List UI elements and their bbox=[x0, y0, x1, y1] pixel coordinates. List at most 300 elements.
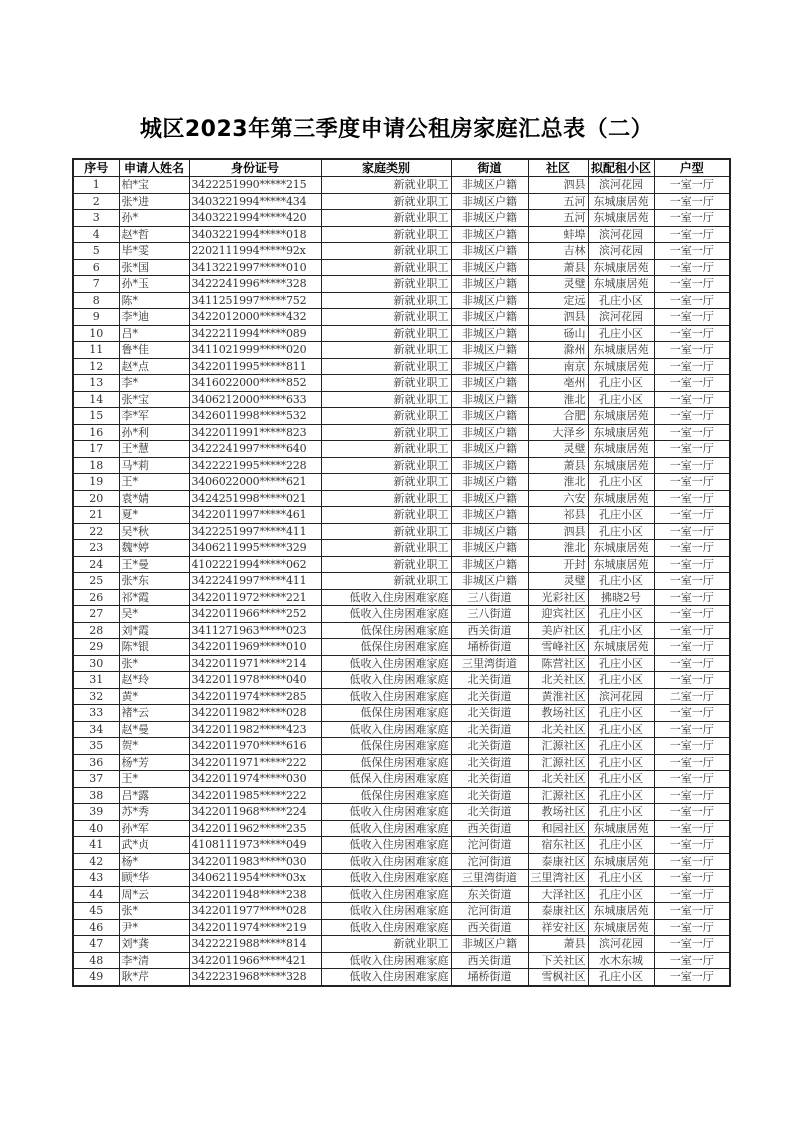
applicant-summary-table bbox=[72, 158, 731, 987]
table-row bbox=[73, 853, 730, 870]
table-row bbox=[73, 721, 730, 738]
assigned-estate-cell: 孔庄小区 bbox=[588, 870, 654, 887]
id-number-cell: 3422011982*****028 bbox=[189, 705, 321, 722]
serial-number-cell: 20 bbox=[73, 490, 119, 507]
street-cell: 三八街道 bbox=[451, 606, 528, 623]
community-cell: 亳州 bbox=[528, 375, 588, 392]
table-row bbox=[73, 820, 730, 837]
unit-type-cell: 一室一厅 bbox=[654, 639, 730, 656]
serial-number-cell: 44 bbox=[73, 886, 119, 903]
assigned-estate-cell: 东城康居苑 bbox=[588, 358, 654, 375]
community-cell: 泗县 bbox=[528, 177, 588, 194]
serial-number-cell: 1 bbox=[73, 177, 119, 194]
table-row bbox=[73, 886, 730, 903]
header-assigned-estate: 拟配租小区 bbox=[588, 159, 654, 177]
community-cell: 宿东社区 bbox=[528, 837, 588, 854]
family-category-cell: 新就业职工 bbox=[321, 523, 451, 540]
assigned-estate-cell: 滨河花园 bbox=[588, 226, 654, 243]
applicant-name-cell: 张* bbox=[119, 903, 189, 920]
assigned-estate-cell: 孔庄小区 bbox=[588, 507, 654, 524]
assigned-estate-cell: 孔庄小区 bbox=[588, 622, 654, 639]
family-category-cell: 新就业职工 bbox=[321, 358, 451, 375]
id-number-cell: 3422011974*****285 bbox=[189, 688, 321, 705]
street-cell: 东关街道 bbox=[451, 886, 528, 903]
applicant-name-cell: 陈* bbox=[119, 292, 189, 309]
table-row bbox=[73, 540, 730, 557]
id-number-cell: 3422011966*****421 bbox=[189, 952, 321, 969]
assigned-estate-cell: 东城康居苑 bbox=[588, 556, 654, 573]
community-cell: 美庐社区 bbox=[528, 622, 588, 639]
assigned-estate-cell: 东城康居苑 bbox=[588, 903, 654, 920]
community-cell: 教场社区 bbox=[528, 705, 588, 722]
street-cell: 非城区户籍 bbox=[451, 309, 528, 326]
id-number-cell: 4108111973*****049 bbox=[189, 837, 321, 854]
street-cell: 非城区户籍 bbox=[451, 210, 528, 227]
community-cell: 泗县 bbox=[528, 309, 588, 326]
id-number-cell: 3422012000*****432 bbox=[189, 309, 321, 326]
id-number-cell: 3426011998*****532 bbox=[189, 408, 321, 425]
applicant-name-cell: 武*贞 bbox=[119, 837, 189, 854]
unit-type-cell: 一室一厅 bbox=[654, 853, 730, 870]
applicant-name-cell: 贺* bbox=[119, 738, 189, 755]
applicant-name-cell: 毕*雯 bbox=[119, 243, 189, 260]
community-cell: 萧县 bbox=[528, 457, 588, 474]
community-cell: 北关社区 bbox=[528, 721, 588, 738]
serial-number-cell: 46 bbox=[73, 919, 119, 936]
id-number-cell: 3422011995*****811 bbox=[189, 358, 321, 375]
table-row bbox=[73, 243, 730, 260]
table-row bbox=[73, 903, 730, 920]
family-category-cell: 新就业职工 bbox=[321, 292, 451, 309]
serial-number-cell: 5 bbox=[73, 243, 119, 260]
serial-number-cell: 37 bbox=[73, 771, 119, 788]
family-category-cell: 低保住房困难家庭 bbox=[321, 754, 451, 771]
table-row bbox=[73, 919, 730, 936]
street-cell: 西关街道 bbox=[451, 952, 528, 969]
community-cell: 祁县 bbox=[528, 507, 588, 524]
table-row bbox=[73, 474, 730, 491]
table-row bbox=[73, 391, 730, 408]
street-cell: 非城区户籍 bbox=[451, 936, 528, 953]
family-category-cell: 新就业职工 bbox=[321, 408, 451, 425]
unit-type-cell: 一室一厅 bbox=[654, 870, 730, 887]
table-row bbox=[73, 655, 730, 672]
community-cell: 淮北 bbox=[528, 474, 588, 491]
serial-number-cell: 11 bbox=[73, 342, 119, 359]
family-category-cell: 低收入住房困难家庭 bbox=[321, 721, 451, 738]
community-cell: 萧县 bbox=[528, 259, 588, 276]
community-cell: 五河 bbox=[528, 210, 588, 227]
serial-number-cell: 27 bbox=[73, 606, 119, 623]
id-number-cell: 3411271963*****023 bbox=[189, 622, 321, 639]
family-category-cell: 低收入住房困难家庭 bbox=[321, 688, 451, 705]
table-row bbox=[73, 870, 730, 887]
serial-number-cell: 18 bbox=[73, 457, 119, 474]
family-category-cell: 低收入住房困难家庭 bbox=[321, 903, 451, 920]
applicant-name-cell: 耿*芹 bbox=[119, 969, 189, 986]
serial-number-cell: 7 bbox=[73, 276, 119, 293]
community-cell: 和园社区 bbox=[528, 820, 588, 837]
unit-type-cell: 一室一厅 bbox=[654, 243, 730, 260]
community-cell: 汇源社区 bbox=[528, 754, 588, 771]
unit-type-cell: 一室一厅 bbox=[654, 457, 730, 474]
applicant-name-cell: 孙*军 bbox=[119, 820, 189, 837]
applicant-name-cell: 张*宝 bbox=[119, 391, 189, 408]
street-cell: 非城区户籍 bbox=[451, 177, 528, 194]
street-cell: 三里湾街道 bbox=[451, 870, 528, 887]
id-number-cell: 3422011969*****010 bbox=[189, 639, 321, 656]
serial-number-cell: 14 bbox=[73, 391, 119, 408]
id-number-cell: 3422011985*****222 bbox=[189, 787, 321, 804]
assigned-estate-cell: 东城康居苑 bbox=[588, 441, 654, 458]
assigned-estate-cell: 孔庄小区 bbox=[588, 738, 654, 755]
assigned-estate-cell: 东城康居苑 bbox=[588, 919, 654, 936]
assigned-estate-cell: 孔庄小区 bbox=[588, 837, 654, 854]
serial-number-cell: 19 bbox=[73, 474, 119, 491]
applicant-name-cell: 王*曼 bbox=[119, 556, 189, 573]
community-cell: 灵璧 bbox=[528, 441, 588, 458]
applicant-name-cell: 张*东 bbox=[119, 573, 189, 590]
id-number-cell: 3422011983*****030 bbox=[189, 853, 321, 870]
community-cell: 北关社区 bbox=[528, 672, 588, 689]
street-cell: 非城区户籍 bbox=[451, 342, 528, 359]
applicant-name-cell: 赵*哲 bbox=[119, 226, 189, 243]
assigned-estate-cell: 东城康居苑 bbox=[588, 193, 654, 210]
street-cell: 非城区户籍 bbox=[451, 540, 528, 557]
serial-number-cell: 8 bbox=[73, 292, 119, 309]
street-cell: 沱河街道 bbox=[451, 903, 528, 920]
table-row bbox=[73, 771, 730, 788]
serial-number-cell: 6 bbox=[73, 259, 119, 276]
applicant-name-cell: 褚*云 bbox=[119, 705, 189, 722]
table-row bbox=[73, 210, 730, 227]
id-number-cell: 3403221994*****420 bbox=[189, 210, 321, 227]
assigned-estate-cell: 孔庄小区 bbox=[588, 325, 654, 342]
street-cell: 非城区户籍 bbox=[451, 358, 528, 375]
family-category-cell: 低收入住房困难家庭 bbox=[321, 969, 451, 986]
community-cell: 下关社区 bbox=[528, 952, 588, 969]
street-cell: 非城区户籍 bbox=[451, 259, 528, 276]
assigned-estate-cell: 东城康居苑 bbox=[588, 457, 654, 474]
community-cell: 汇源社区 bbox=[528, 738, 588, 755]
applicant-name-cell: 顾*华 bbox=[119, 870, 189, 887]
family-category-cell: 新就业职工 bbox=[321, 309, 451, 326]
serial-number-cell: 2 bbox=[73, 193, 119, 210]
id-number-cell: 4102221994*****062 bbox=[189, 556, 321, 573]
applicant-name-cell: 杨* bbox=[119, 853, 189, 870]
unit-type-cell: 一室一厅 bbox=[654, 738, 730, 755]
table-row bbox=[73, 309, 730, 326]
serial-number-cell: 28 bbox=[73, 622, 119, 639]
unit-type-cell: 二室一厅 bbox=[654, 688, 730, 705]
family-category-cell: 低保住房困难家庭 bbox=[321, 705, 451, 722]
family-category-cell: 新就业职工 bbox=[321, 226, 451, 243]
unit-type-cell: 一室一厅 bbox=[654, 391, 730, 408]
id-number-cell: 3406022000*****621 bbox=[189, 474, 321, 491]
assigned-estate-cell: 孔庄小区 bbox=[588, 804, 654, 821]
assigned-estate-cell: 孔庄小区 bbox=[588, 721, 654, 738]
family-category-cell: 低收入住房困难家庭 bbox=[321, 853, 451, 870]
community-cell: 六安 bbox=[528, 490, 588, 507]
serial-number-cell: 23 bbox=[73, 540, 119, 557]
id-number-cell: 3413221997*****010 bbox=[189, 259, 321, 276]
unit-type-cell: 一室一厅 bbox=[654, 952, 730, 969]
applicant-name-cell: 李*军 bbox=[119, 408, 189, 425]
serial-number-cell: 33 bbox=[73, 705, 119, 722]
id-number-cell: 2202111994*****92x bbox=[189, 243, 321, 260]
unit-type-cell: 一室一厅 bbox=[654, 771, 730, 788]
street-cell: 北关街道 bbox=[451, 804, 528, 821]
serial-number-cell: 42 bbox=[73, 853, 119, 870]
street-cell: 沱河街道 bbox=[451, 853, 528, 870]
applicant-name-cell: 刘*霞 bbox=[119, 622, 189, 639]
family-category-cell: 低保入住房困难家庭 bbox=[321, 771, 451, 788]
community-cell: 祥安社区 bbox=[528, 919, 588, 936]
id-number-cell: 3422251997*****411 bbox=[189, 523, 321, 540]
applicant-name-cell: 王* bbox=[119, 771, 189, 788]
family-category-cell: 低收入住房困难家庭 bbox=[321, 804, 451, 821]
street-cell: 埇桥街道 bbox=[451, 969, 528, 986]
street-cell: 西关街道 bbox=[451, 820, 528, 837]
street-cell: 北关街道 bbox=[451, 688, 528, 705]
unit-type-cell: 一室一厅 bbox=[654, 226, 730, 243]
applicant-name-cell: 李*清 bbox=[119, 952, 189, 969]
table-row bbox=[73, 556, 730, 573]
applicant-name-cell: 吴* bbox=[119, 606, 189, 623]
family-category-cell: 新就业职工 bbox=[321, 441, 451, 458]
id-number-cell: 3422241997*****411 bbox=[189, 573, 321, 590]
assigned-estate-cell: 东城康居苑 bbox=[588, 342, 654, 359]
community-cell: 萧县 bbox=[528, 936, 588, 953]
table-row bbox=[73, 952, 730, 969]
unit-type-cell: 一室一厅 bbox=[654, 474, 730, 491]
id-number-cell: 3422011971*****214 bbox=[189, 655, 321, 672]
table-row bbox=[73, 804, 730, 821]
unit-type-cell: 一室一厅 bbox=[654, 358, 730, 375]
table-row bbox=[73, 507, 730, 524]
unit-type-cell: 一室一厅 bbox=[654, 276, 730, 293]
serial-number-cell: 15 bbox=[73, 408, 119, 425]
family-category-cell: 新就业职工 bbox=[321, 391, 451, 408]
street-cell: 沱河街道 bbox=[451, 837, 528, 854]
unit-type-cell: 一室一厅 bbox=[654, 325, 730, 342]
unit-type-cell: 一室一厅 bbox=[654, 375, 730, 392]
serial-number-cell: 21 bbox=[73, 507, 119, 524]
id-number-cell: 3422011977*****028 bbox=[189, 903, 321, 920]
community-cell: 砀山 bbox=[528, 325, 588, 342]
unit-type-cell: 一室一厅 bbox=[654, 936, 730, 953]
id-number-cell: 3422251990*****215 bbox=[189, 177, 321, 194]
serial-number-cell: 36 bbox=[73, 754, 119, 771]
table-row bbox=[73, 523, 730, 540]
family-category-cell: 新就业职工 bbox=[321, 243, 451, 260]
assigned-estate-cell: 水木东城 bbox=[588, 952, 654, 969]
community-cell: 合肥 bbox=[528, 408, 588, 425]
family-category-cell: 低保住房困难家庭 bbox=[321, 738, 451, 755]
community-cell: 淮北 bbox=[528, 540, 588, 557]
community-cell: 定远 bbox=[528, 292, 588, 309]
family-category-cell: 新就业职工 bbox=[321, 325, 451, 342]
unit-type-cell: 一室一厅 bbox=[654, 490, 730, 507]
assigned-estate-cell: 东城康居苑 bbox=[588, 820, 654, 837]
applicant-name-cell: 苏*秀 bbox=[119, 804, 189, 821]
community-cell: 滁州 bbox=[528, 342, 588, 359]
community-cell: 泰康社区 bbox=[528, 903, 588, 920]
unit-type-cell: 一室一厅 bbox=[654, 754, 730, 771]
family-category-cell: 新就业职工 bbox=[321, 457, 451, 474]
assigned-estate-cell: 滨河花园 bbox=[588, 688, 654, 705]
serial-number-cell: 39 bbox=[73, 804, 119, 821]
id-number-cell: 3422011970*****616 bbox=[189, 738, 321, 755]
header-serial-number: 序号 bbox=[73, 159, 119, 177]
table-row bbox=[73, 259, 730, 276]
table-row bbox=[73, 936, 730, 953]
applicant-name-cell: 柏*宝 bbox=[119, 177, 189, 194]
community-cell: 雪枫社区 bbox=[528, 969, 588, 986]
street-cell: 非城区户籍 bbox=[451, 474, 528, 491]
family-category-cell: 新就业职工 bbox=[321, 342, 451, 359]
header-applicant-name: 申请人姓名 bbox=[119, 159, 189, 177]
family-category-cell: 新就业职工 bbox=[321, 556, 451, 573]
community-cell: 大泽乡 bbox=[528, 424, 588, 441]
family-category-cell: 低收入住房困难家庭 bbox=[321, 655, 451, 672]
unit-type-cell: 一室一厅 bbox=[654, 507, 730, 524]
applicant-name-cell: 周*云 bbox=[119, 886, 189, 903]
id-number-cell: 3422011997*****461 bbox=[189, 507, 321, 524]
community-cell: 教场社区 bbox=[528, 804, 588, 821]
serial-number-cell: 31 bbox=[73, 672, 119, 689]
header-id-number: 身份证号 bbox=[189, 159, 321, 177]
family-category-cell: 低保住房困难家庭 bbox=[321, 787, 451, 804]
street-cell: 非城区户籍 bbox=[451, 391, 528, 408]
applicant-name-cell: 黄* bbox=[119, 688, 189, 705]
id-number-cell: 3403221994*****434 bbox=[189, 193, 321, 210]
serial-number-cell: 4 bbox=[73, 226, 119, 243]
unit-type-cell: 一室一厅 bbox=[654, 408, 730, 425]
table-row bbox=[73, 837, 730, 854]
id-number-cell: 3406212000*****633 bbox=[189, 391, 321, 408]
assigned-estate-cell: 东城康居苑 bbox=[588, 424, 654, 441]
applicant-name-cell: 赵*玲 bbox=[119, 672, 189, 689]
street-cell: 非城区户籍 bbox=[451, 292, 528, 309]
unit-type-cell: 一室一厅 bbox=[654, 193, 730, 210]
applicant-name-cell: 鲁*佳 bbox=[119, 342, 189, 359]
community-cell: 陈营社区 bbox=[528, 655, 588, 672]
table-row bbox=[73, 606, 730, 623]
unit-type-cell: 一室一厅 bbox=[654, 342, 730, 359]
family-category-cell: 低收入住房困难家庭 bbox=[321, 589, 451, 606]
assigned-estate-cell: 孔庄小区 bbox=[588, 969, 654, 986]
table-row bbox=[73, 688, 730, 705]
family-category-cell: 新就业职工 bbox=[321, 573, 451, 590]
assigned-estate-cell: 孔庄小区 bbox=[588, 705, 654, 722]
id-number-cell: 3411251997*****752 bbox=[189, 292, 321, 309]
serial-number-cell: 10 bbox=[73, 325, 119, 342]
serial-number-cell: 9 bbox=[73, 309, 119, 326]
community-cell: 淮北 bbox=[528, 391, 588, 408]
table-row bbox=[73, 358, 730, 375]
assigned-estate-cell: 孔庄小区 bbox=[588, 606, 654, 623]
assigned-estate-cell: 孔庄小区 bbox=[588, 787, 654, 804]
community-cell: 北关社区 bbox=[528, 771, 588, 788]
street-cell: 埇桥街道 bbox=[451, 639, 528, 656]
applicant-name-cell: 尹* bbox=[119, 919, 189, 936]
table-body bbox=[73, 177, 730, 986]
id-number-cell: 3406211954*****03x bbox=[189, 870, 321, 887]
community-cell: 灵璧 bbox=[528, 573, 588, 590]
street-cell: 非城区户籍 bbox=[451, 507, 528, 524]
family-category-cell: 新就业职工 bbox=[321, 193, 451, 210]
assigned-estate-cell: 孔庄小区 bbox=[588, 573, 654, 590]
table-row bbox=[73, 672, 730, 689]
table-row bbox=[73, 622, 730, 639]
community-cell: 黄淮社区 bbox=[528, 688, 588, 705]
assigned-estate-cell: 东城康居苑 bbox=[588, 210, 654, 227]
assigned-estate-cell: 东城康居苑 bbox=[588, 639, 654, 656]
applicant-name-cell: 祁*霞 bbox=[119, 589, 189, 606]
family-category-cell: 新就业职工 bbox=[321, 507, 451, 524]
unit-type-cell: 一室一厅 bbox=[654, 309, 730, 326]
unit-type-cell: 一室一厅 bbox=[654, 523, 730, 540]
street-cell: 非城区户籍 bbox=[451, 375, 528, 392]
family-category-cell: 低收入住房困难家庭 bbox=[321, 886, 451, 903]
serial-number-cell: 17 bbox=[73, 441, 119, 458]
table-row bbox=[73, 754, 730, 771]
id-number-cell: 3422221988*****814 bbox=[189, 936, 321, 953]
table-row bbox=[73, 969, 730, 986]
unit-type-cell: 一室一厅 bbox=[654, 919, 730, 936]
id-number-cell: 3416022000*****852 bbox=[189, 375, 321, 392]
applicant-name-cell: 杨*芳 bbox=[119, 754, 189, 771]
applicant-name-cell: 陈*银 bbox=[119, 639, 189, 656]
street-cell: 非城区户籍 bbox=[451, 556, 528, 573]
unit-type-cell: 一室一厅 bbox=[654, 820, 730, 837]
unit-type-cell: 一室一厅 bbox=[654, 540, 730, 557]
street-cell: 非城区户籍 bbox=[451, 573, 528, 590]
serial-number-cell: 41 bbox=[73, 837, 119, 854]
table-row bbox=[73, 424, 730, 441]
serial-number-cell: 29 bbox=[73, 639, 119, 656]
assigned-estate-cell: 滨河花园 bbox=[588, 177, 654, 194]
applicant-name-cell: 袁*婧 bbox=[119, 490, 189, 507]
family-category-cell: 新就业职工 bbox=[321, 276, 451, 293]
table-row bbox=[73, 193, 730, 210]
table-row bbox=[73, 457, 730, 474]
unit-type-cell: 一室一厅 bbox=[654, 259, 730, 276]
assigned-estate-cell: 孔庄小区 bbox=[588, 523, 654, 540]
applicant-name-cell: 孙* bbox=[119, 210, 189, 227]
unit-type-cell: 一室一厅 bbox=[654, 573, 730, 590]
street-cell: 三里湾街道 bbox=[451, 655, 528, 672]
serial-number-cell: 16 bbox=[73, 424, 119, 441]
applicant-name-cell: 张*国 bbox=[119, 259, 189, 276]
header-unit-type: 户型 bbox=[654, 159, 730, 177]
table-row bbox=[73, 325, 730, 342]
id-number-cell: 3422011974*****219 bbox=[189, 919, 321, 936]
assigned-estate-cell: 东城康居苑 bbox=[588, 490, 654, 507]
community-cell: 大泽社区 bbox=[528, 886, 588, 903]
serial-number-cell: 30 bbox=[73, 655, 119, 672]
applicant-name-cell: 李*迪 bbox=[119, 309, 189, 326]
id-number-cell: 3422011962*****235 bbox=[189, 820, 321, 837]
serial-number-cell: 13 bbox=[73, 375, 119, 392]
serial-number-cell: 48 bbox=[73, 952, 119, 969]
unit-type-cell: 一室一厅 bbox=[654, 903, 730, 920]
family-category-cell: 低保住房困难家庭 bbox=[321, 622, 451, 639]
serial-number-cell: 24 bbox=[73, 556, 119, 573]
id-number-cell: 3422011991*****823 bbox=[189, 424, 321, 441]
family-category-cell: 新就业职工 bbox=[321, 210, 451, 227]
